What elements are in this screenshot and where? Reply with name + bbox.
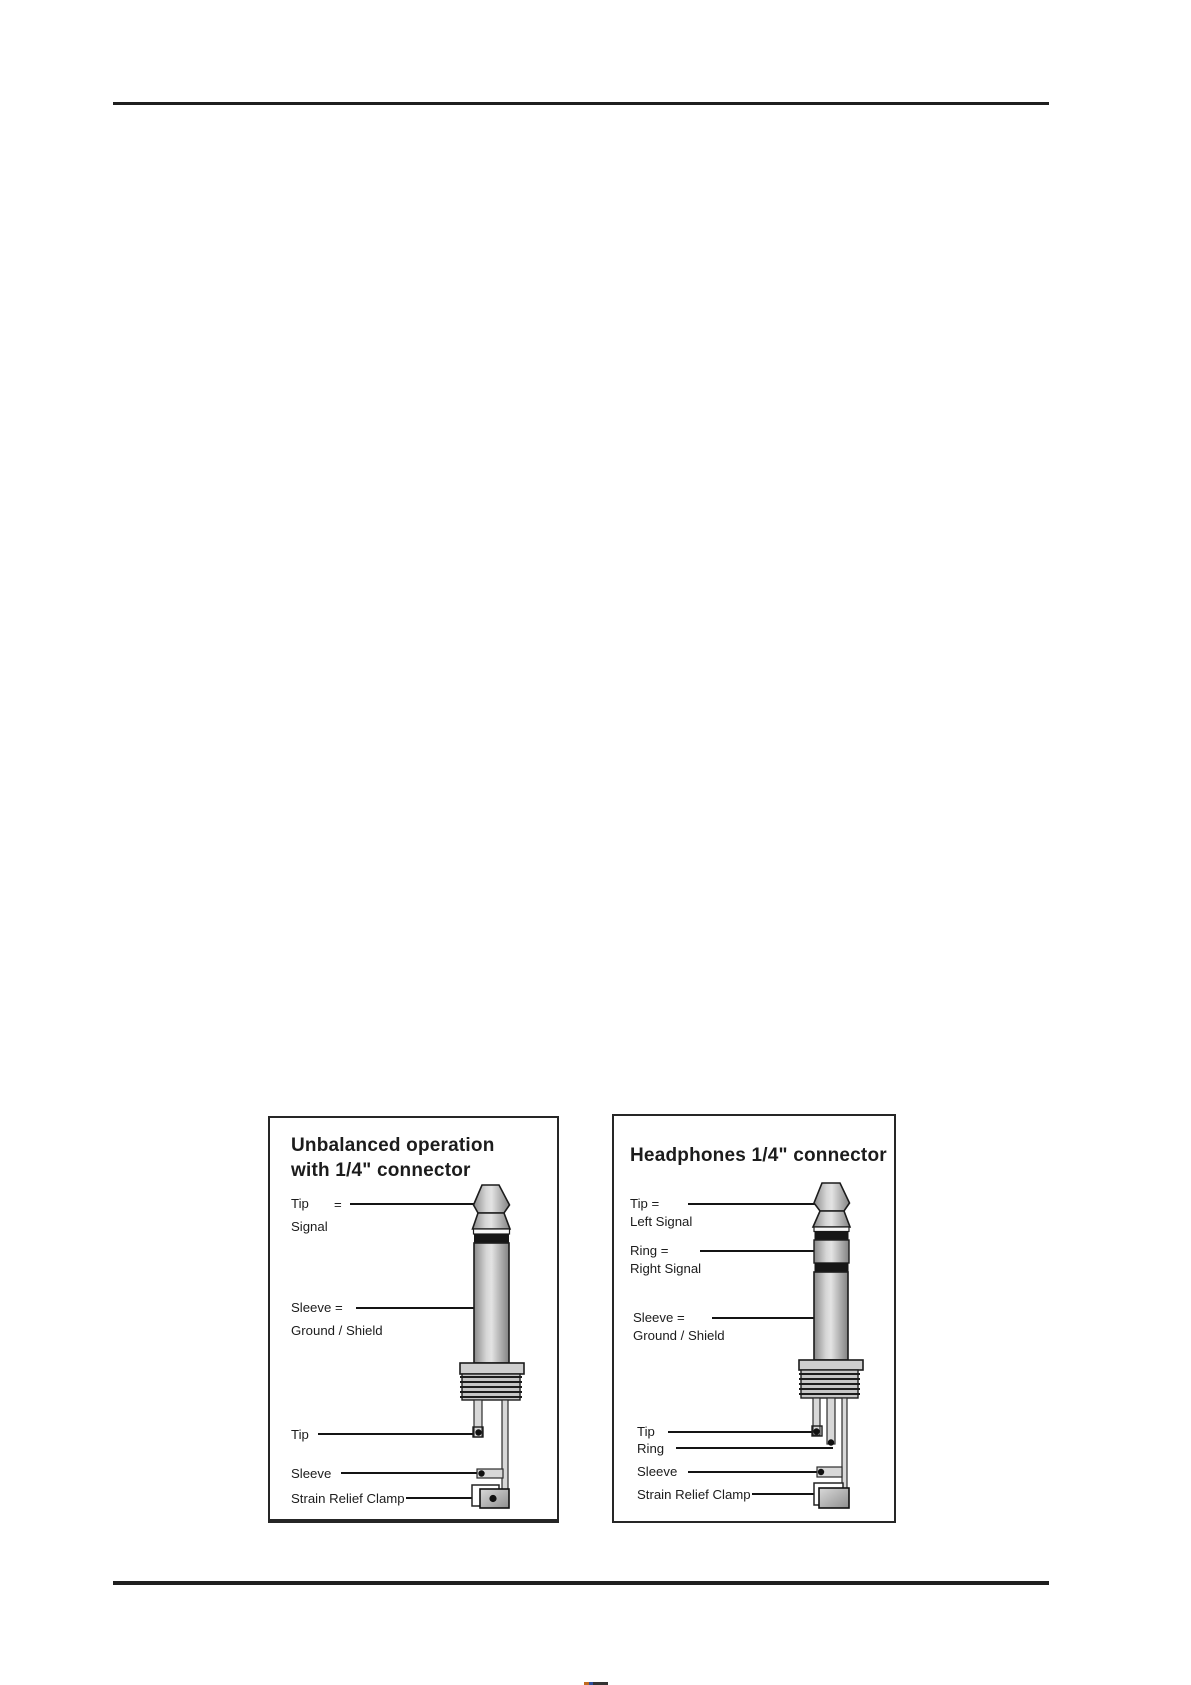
sleeve-barrel	[474, 1243, 509, 1363]
ts-connector-illustration	[430, 1180, 560, 1512]
label-sleeve-wire: Sleeve	[637, 1464, 678, 1479]
diagram-title-line2: with 1/4" connector	[291, 1160, 471, 1181]
trs-connector-illustration	[740, 1180, 870, 1512]
ring-wire	[827, 1398, 835, 1444]
tip-solder-dot	[813, 1428, 819, 1434]
ring-solder-dot	[828, 1439, 834, 1445]
label-tip-signal: Left Signal	[630, 1214, 693, 1229]
diagram-box-unbalanced	[268, 1116, 559, 1523]
collar	[799, 1360, 863, 1370]
label-ring-signal: Right Signal	[630, 1261, 702, 1276]
label-tip-wire: Tip	[637, 1424, 655, 1439]
collar	[460, 1363, 524, 1374]
label-clamp: Strain Relief Clamp	[637, 1487, 751, 1502]
label-tip: Tip =	[630, 1196, 660, 1211]
sleeve-barrel	[814, 1272, 848, 1360]
diagram-title: Headphones 1/4" connector	[630, 1145, 887, 1166]
tip-contact	[814, 1183, 850, 1211]
black-band-lower	[815, 1263, 849, 1273]
clamp-block	[819, 1488, 849, 1508]
sleeve-solder-dot	[478, 1470, 484, 1476]
label-ring: Ring =	[630, 1243, 669, 1258]
black-band-upper	[815, 1231, 849, 1241]
label-tip-signal: Signal	[291, 1219, 328, 1234]
ring-contact	[814, 1240, 849, 1263]
label-sleeve-signal: Ground / Shield	[291, 1323, 383, 1338]
sleeve-wire	[842, 1398, 847, 1490]
label-sleeve-signal: Ground / Shield	[633, 1328, 725, 1343]
label-tip: Tip	[291, 1196, 309, 1211]
diagram-box-headphones	[612, 1114, 896, 1523]
label-ring-wire: Ring	[637, 1441, 665, 1456]
tip-cone	[473, 1213, 511, 1229]
diagram-title	[291, 1133, 495, 1183]
label-tip-equals: =	[334, 1197, 342, 1212]
label-sleeve: Sleeve =	[633, 1310, 685, 1325]
label-clamp: Strain Relief Clamp	[291, 1491, 405, 1506]
label-sleeve-wire: Sleeve	[291, 1466, 332, 1481]
tip-cone	[813, 1211, 850, 1227]
diagram-title-line1: Unbalanced operation	[291, 1135, 495, 1156]
tip-solder-dot	[475, 1429, 481, 1435]
insulator-band	[474, 1229, 510, 1234]
clamp-dot	[489, 1495, 496, 1502]
label-sleeve: Sleeve =	[291, 1300, 343, 1315]
page-bottom-rule	[113, 1581, 1049, 1585]
tip-contact	[474, 1185, 510, 1213]
sleeve-solder-dot	[818, 1469, 824, 1475]
page-top-rule	[113, 102, 1049, 105]
black-band	[474, 1234, 509, 1244]
label-tip-wire: Tip	[291, 1427, 309, 1442]
insulator-band	[814, 1227, 849, 1232]
